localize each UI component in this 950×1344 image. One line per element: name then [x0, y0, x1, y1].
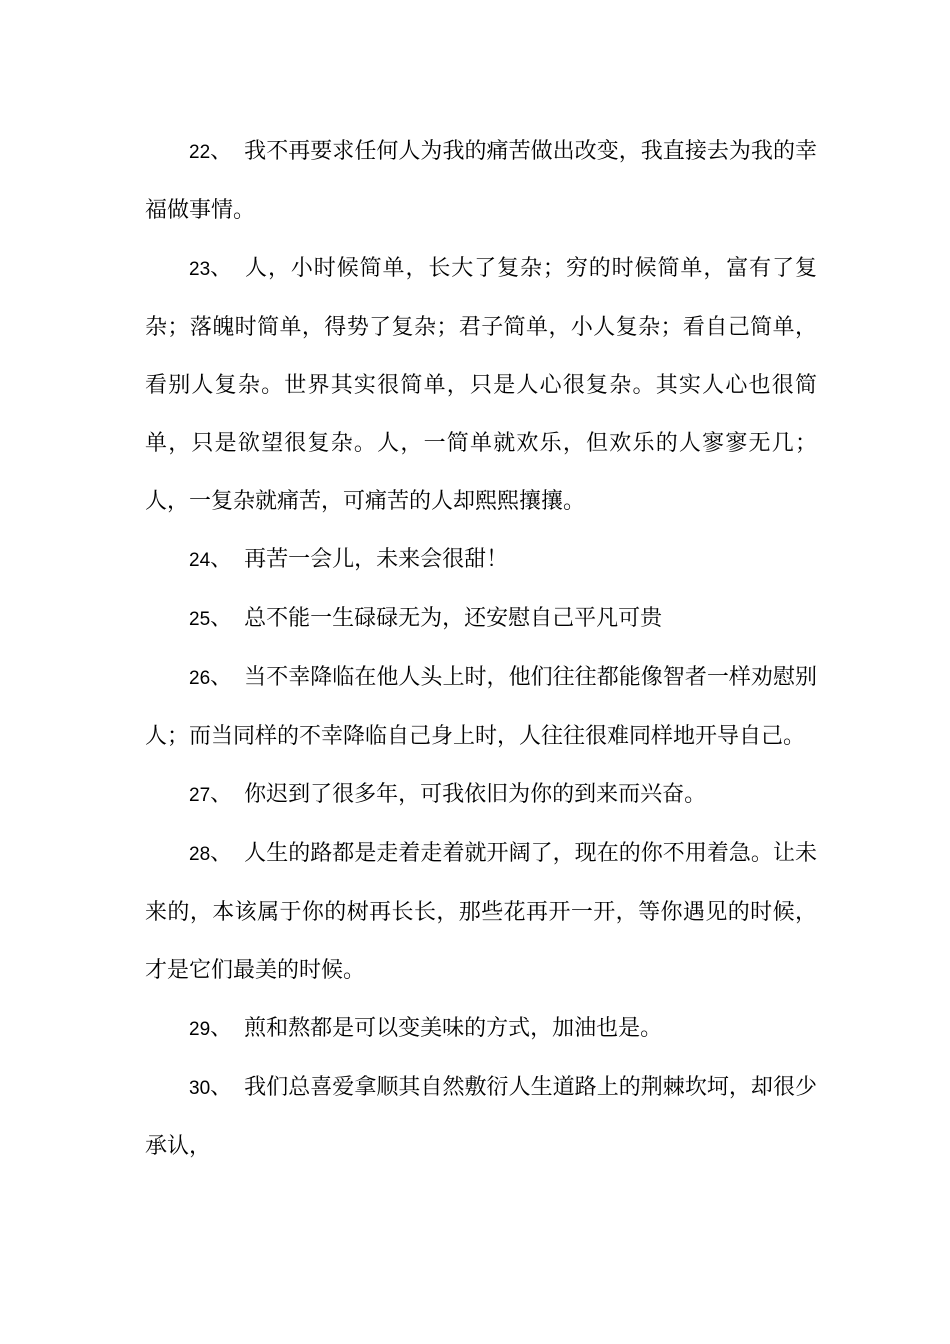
item-separator: 、	[210, 606, 233, 631]
list-item	[145, 123, 817, 240]
list-item	[145, 1000, 817, 1059]
item-text: 我不再要求任何人为我的痛苦做出改变，我直接去为我的幸福做事情。	[145, 139, 817, 223]
list-item	[145, 649, 817, 766]
item-text: 你迟到了很多年，可我依旧为你的到来而兴奋。	[244, 782, 707, 807]
item-text: 总不能一生碌碌无为，还安慰自己平凡可贵	[244, 606, 663, 631]
item-number: 27	[189, 785, 211, 806]
item-number: 22	[189, 142, 211, 163]
item-separator: 、	[210, 139, 233, 164]
list-item	[145, 590, 817, 649]
item-separator: 、	[210, 841, 233, 866]
item-number: 23	[189, 259, 211, 280]
item-number: 24	[189, 550, 211, 571]
item-separator: 、	[210, 547, 233, 572]
quote-list	[145, 123, 817, 1176]
list-item	[145, 766, 817, 825]
item-number: 26	[189, 668, 211, 689]
item-separator: 、	[210, 256, 233, 281]
item-text: 人，小时候简单，长大了复杂；穷的时候简单，富有了复杂；落魄时简单，得势了复杂；君子简单，小人复杂；看自己简单，看别人复杂。世界其实很简单，只是人心很复杂。其实人心也很简单，只是欲望很复杂。人，一简单就欢乐，但欢乐的人寥寥无几；人，一复杂就痛苦，可痛苦的人却熙熙攘攘。	[145, 256, 817, 514]
item-text: 再苦一会儿，未来会很甜！	[244, 547, 509, 572]
list-item	[145, 1059, 817, 1176]
item-separator: 、	[210, 665, 233, 690]
item-text: 当不幸降临在他人头上时，他们往往都能像智者一样劝慰别人；而当同样的不幸降临自己身上时，人往往很难同样地开导自己。	[145, 665, 817, 749]
item-text: 人生的路都是走着走着就开阔了，现在的你不用着急。让未来的，本该属于你的树再长长，那些花再开一开，等你遇见的时候，才是它们最美的时候。	[145, 841, 817, 983]
item-text: 我们总喜爱拿顺其自然敷衍人生道路上的荆棘坎坷，却很少承认，	[145, 1075, 817, 1159]
item-separator: 、	[210, 782, 233, 807]
item-number: 28	[189, 844, 211, 865]
list-item	[145, 240, 817, 531]
list-item	[145, 825, 817, 1000]
list-item	[145, 531, 817, 590]
item-number: 25	[189, 609, 211, 630]
item-separator: 、	[210, 1016, 233, 1041]
item-number: 29	[189, 1019, 211, 1040]
item-text: 煎和熬都是可以变美味的方式，加油也是。	[244, 1016, 663, 1041]
item-separator: 、	[210, 1075, 233, 1100]
item-number: 30	[189, 1078, 211, 1099]
